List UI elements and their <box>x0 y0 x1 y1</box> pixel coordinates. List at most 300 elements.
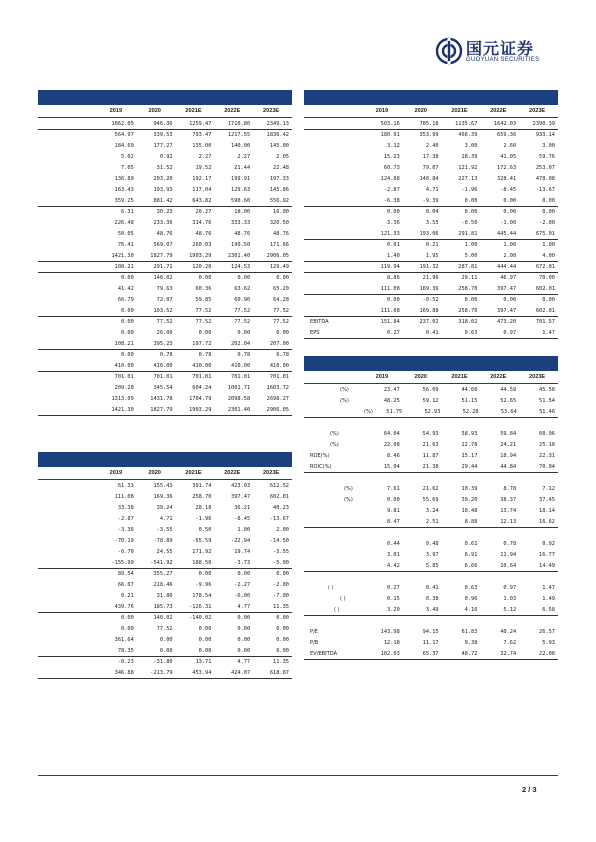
value-cell: 178.54 <box>192 592 212 599</box>
row-label: P/E <box>310 628 319 635</box>
year-header-cell: 2019 <box>109 108 123 114</box>
value-cell: 24.21 <box>500 441 517 448</box>
value-cell: 2.27 <box>237 153 251 160</box>
value-cell: 124.88 <box>380 175 400 182</box>
value-cell: 466.39 <box>458 132 478 138</box>
value-cell: 21.38 <box>422 463 439 470</box>
table-row <box>38 480 292 491</box>
table-row <box>304 461 558 472</box>
table-body <box>304 118 558 339</box>
value-cell: 41.05 <box>500 153 517 160</box>
value-cell: 64.04 <box>383 430 400 437</box>
table-row <box>38 590 292 601</box>
value-cell: 3.24 <box>425 507 439 514</box>
value-cell: -65.59 <box>192 537 212 544</box>
value-cell: 63.62 <box>234 285 251 292</box>
value-cell: 59.76 <box>539 153 555 160</box>
table-row <box>38 327 292 338</box>
table-row <box>38 173 292 184</box>
value-cell: 0.00 <box>276 647 289 654</box>
value-cell: 193.06 <box>419 230 439 237</box>
value-cell: -2.27 <box>234 581 251 588</box>
row-label: (%) <box>330 441 339 448</box>
value-cell: 108.21 <box>114 264 134 270</box>
table-row <box>304 406 558 417</box>
table-row <box>38 371 292 382</box>
year-header-cell: 2019 <box>109 470 123 476</box>
table-row <box>38 129 292 140</box>
value-cell: 21.44 <box>234 164 251 171</box>
value-cell: 197.72 <box>192 340 212 347</box>
value-cell: -1.00 <box>500 219 517 226</box>
value-cell: 0.92 <box>542 540 555 547</box>
value-cell: 1827.79 <box>150 252 173 259</box>
value-cell: 136.89 <box>114 175 134 182</box>
value-cell: 604.24 <box>192 384 212 391</box>
year-header-cell: 2020 <box>414 374 427 380</box>
table-row <box>38 305 292 316</box>
value-cell: 345.54 <box>153 384 173 391</box>
value-cell: 79.07 <box>422 164 439 171</box>
value-cell: 60.36 <box>195 285 212 292</box>
value-cell: 177.27 <box>153 142 173 149</box>
value-cell: -1.96 <box>461 186 478 193</box>
value-cell: 4.71 <box>425 186 439 193</box>
table-row <box>38 491 292 502</box>
value-cell: 1421.30 <box>111 406 134 413</box>
value-cell: 397.47 <box>231 493 251 500</box>
value-cell: 1603.72 <box>266 384 289 391</box>
value-cell: 602.01 <box>269 493 289 500</box>
value-cell: 11.35 <box>273 603 289 610</box>
row-label: (%) <box>364 408 373 415</box>
value-cell: 397.47 <box>497 307 517 314</box>
value-cell: 111.08 <box>380 285 400 292</box>
value-cell: 1.47 <box>542 329 555 336</box>
table-row <box>304 327 558 338</box>
value-cell: 0.00 <box>464 209 478 215</box>
value-cell: 453.94 <box>192 669 212 676</box>
value-cell: 0.27 <box>387 584 400 591</box>
table-row <box>38 393 292 404</box>
value-cell: 48.72 <box>461 650 478 657</box>
value-cell: 39.20 <box>461 496 478 503</box>
value-cell: 184.69 <box>114 142 134 149</box>
table-row <box>304 283 558 294</box>
value-cell: 0.21 <box>121 592 134 599</box>
year-header-row <box>304 105 558 118</box>
value-cell: 6.31 <box>121 209 134 215</box>
value-cell: 26.57 <box>539 628 555 635</box>
table-row <box>304 439 558 450</box>
value-cell: -2.00 <box>539 219 555 226</box>
table-row <box>38 546 292 557</box>
row-label: (%) <box>340 386 349 393</box>
year-header-cell: 2022E <box>224 108 241 114</box>
value-cell: 618.87 <box>269 669 289 676</box>
value-cell: -140.02 <box>189 615 212 621</box>
value-cell: 70.00 <box>539 275 555 281</box>
value-cell: 103.52 <box>153 307 173 314</box>
value-cell: 1.00 <box>464 242 478 248</box>
value-cell: 22.31 <box>539 452 555 459</box>
value-cell: 1903.29 <box>189 252 212 259</box>
value-cell: 0.00 <box>237 329 251 336</box>
value-cell: 424.07 <box>231 669 251 676</box>
table-row <box>38 184 292 195</box>
value-cell: 78.35 <box>117 647 134 654</box>
value-cell: 0.00 <box>542 197 555 204</box>
value-cell: 40.24 <box>500 628 517 635</box>
value-cell: 10.48 <box>461 507 478 514</box>
value-cell: 24.55 <box>156 548 173 555</box>
value-cell: 2301.40 <box>227 252 251 259</box>
value-cell: 120.20 <box>192 264 212 270</box>
value-cell: 10.39 <box>461 485 478 492</box>
value-cell: 2906.05 <box>266 252 289 259</box>
value-cell: 1259.47 <box>189 120 212 127</box>
value-cell: 0.00 <box>276 625 289 632</box>
value-cell: 0.63 <box>464 584 478 591</box>
value-cell: 197.33 <box>269 175 289 182</box>
value-cell: 32.74 <box>500 650 517 657</box>
value-cell: 55.69 <box>422 496 439 503</box>
value-cell: 1135.67 <box>455 120 478 127</box>
value-cell: 30.23 <box>156 209 173 215</box>
value-cell: -0.52 <box>422 297 439 303</box>
value-cell: 793.47 <box>192 132 212 138</box>
value-cell: 77.52 <box>273 307 289 314</box>
year-header-row <box>38 105 292 118</box>
value-cell: 0.44 <box>387 540 400 547</box>
value-cell: 15.17 <box>461 452 478 459</box>
year-header-cell: 2021E <box>451 374 468 380</box>
table-row <box>38 645 292 656</box>
value-cell: -155.99 <box>111 559 134 566</box>
value-cell: 77.52 <box>195 319 212 325</box>
table-row <box>304 118 558 129</box>
value-cell: 439.76 <box>114 603 134 610</box>
value-cell: 53.64 <box>500 408 517 415</box>
value-cell: 0.00 <box>198 329 212 336</box>
value-cell: 1001.71 <box>227 384 251 391</box>
value-cell: 3.00 <box>542 142 555 149</box>
value-cell: 333.33 <box>231 219 251 226</box>
table-row <box>38 338 292 349</box>
table-row <box>304 538 558 549</box>
value-cell: -70.19 <box>114 537 134 544</box>
value-cell: 659.36 <box>497 132 517 138</box>
value-cell: 60.73 <box>383 164 400 171</box>
table-row <box>304 305 558 316</box>
value-cell: 675.01 <box>535 230 555 237</box>
value-cell: 4.77 <box>237 603 251 610</box>
value-cell: 3.00 <box>464 142 478 149</box>
value-cell: 64.28 <box>273 296 289 303</box>
value-cell: -126.31 <box>189 603 212 610</box>
value-cell: 140.02 <box>153 615 173 621</box>
value-cell: 77.52 <box>195 307 212 314</box>
value-cell: 66.67 <box>117 581 134 588</box>
table-row <box>38 239 292 250</box>
value-cell: 1.95 <box>425 252 439 259</box>
row-label: EPS <box>310 329 320 336</box>
value-cell: 2301.40 <box>227 406 251 413</box>
value-cell: 61.33 <box>117 482 134 489</box>
value-cell: 77.52 <box>156 625 173 632</box>
table-row <box>304 173 558 184</box>
value-cell: 19.74 <box>234 548 251 555</box>
value-cell: -6.00 <box>234 592 251 599</box>
value-cell: 9.81 <box>387 507 400 514</box>
value-cell: 202.04 <box>231 340 251 347</box>
value-cell: 1.03 <box>503 595 517 602</box>
value-cell: 11.87 <box>422 452 439 459</box>
value-cell: 0.00 <box>387 209 400 215</box>
value-cell: 314.76 <box>192 219 212 226</box>
value-cell: 0.78 <box>503 540 517 547</box>
value-cell: 391.74 <box>192 482 212 489</box>
value-cell: 445.44 <box>497 230 517 237</box>
value-cell: 102.03 <box>380 650 400 657</box>
table-row <box>304 151 558 162</box>
value-cell: 602.01 <box>535 307 555 314</box>
value-cell: 701.01 <box>192 374 212 380</box>
value-cell: -3.55 <box>156 526 173 533</box>
row-label: (%) <box>344 496 353 503</box>
value-cell: 11.94 <box>500 551 517 558</box>
table-row <box>304 261 558 272</box>
value-cell: 0.00 <box>542 209 555 215</box>
value-cell: 933.14 <box>535 132 555 138</box>
value-cell: 117.04 <box>192 186 212 193</box>
table-row <box>38 568 292 579</box>
value-cell: 12.13 <box>500 518 517 525</box>
value-cell: 18.94 <box>500 452 517 459</box>
row-label: EBITDA <box>310 319 329 325</box>
value-cell: 253.07 <box>535 164 555 171</box>
value-cell: 9.38 <box>464 639 478 646</box>
year-header-cell: 2022E <box>224 470 241 476</box>
table-row <box>38 140 292 151</box>
row-label: ROE(%) <box>310 452 330 459</box>
value-cell: 564.97 <box>114 132 134 138</box>
value-cell: 6.66 <box>464 562 478 569</box>
value-cell: 8.47 <box>387 518 400 525</box>
value-cell: -213.79 <box>150 669 173 676</box>
value-cell: 0.00 <box>198 636 212 643</box>
value-cell: 0.48 <box>425 540 439 547</box>
year-header-cell: 2023E <box>528 108 546 114</box>
value-cell: 33.38 <box>117 504 134 511</box>
value-cell: 0.78 <box>159 352 173 358</box>
value-cell: 0.78 <box>237 352 251 358</box>
table-row <box>38 612 292 623</box>
value-cell: 59.84 <box>500 430 517 437</box>
year-header-cell: 2019 <box>375 374 389 380</box>
value-cell: 48.25 <box>383 397 400 404</box>
value-cell: 881.42 <box>153 197 173 204</box>
value-cell: 0.97 <box>503 584 517 591</box>
table-row <box>304 129 558 140</box>
value-cell: 0.00 <box>237 275 251 281</box>
value-cell: 37.45 <box>539 496 555 503</box>
row-label: EV/EBITDA <box>310 650 338 657</box>
value-cell: 318.02 <box>458 319 478 325</box>
table-row <box>304 527 558 538</box>
value-cell: 0.41 <box>425 329 439 336</box>
value-cell: 0.63 <box>464 329 478 336</box>
value-cell: 0.78 <box>198 352 212 358</box>
table-row <box>38 118 292 129</box>
value-cell: 3.55 <box>425 219 439 226</box>
value-cell: 612.52 <box>269 482 289 489</box>
table-row <box>38 535 292 546</box>
cash-flow-table <box>38 452 292 679</box>
row-label: (%) <box>344 485 353 492</box>
value-cell: 155.43 <box>153 482 173 489</box>
value-cell: 151.84 <box>380 319 400 325</box>
value-cell: 28.18 <box>195 504 212 511</box>
value-cell: 54.93 <box>422 430 439 437</box>
value-cell: -2.87 <box>117 515 134 522</box>
value-cell: 5.93 <box>542 639 555 646</box>
value-cell: 4.00 <box>542 252 555 259</box>
value-cell: 193.93 <box>153 186 173 193</box>
value-cell: 172.63 <box>497 164 517 171</box>
value-cell: 8.86 <box>387 275 400 281</box>
value-cell: 51.46 <box>539 408 556 415</box>
value-cell: 65.20 <box>273 285 289 292</box>
income-statement-table <box>304 90 558 339</box>
value-cell: 328.41 <box>497 175 517 182</box>
value-cell: -2.87 <box>383 186 400 193</box>
table-row <box>38 601 292 612</box>
value-cell: 1710.80 <box>227 120 251 127</box>
year-header-cell: 2021E <box>185 108 202 114</box>
value-cell: 29.11 <box>461 275 478 281</box>
value-cell: 28.39 <box>461 153 478 160</box>
value-cell: 61.83 <box>461 628 478 635</box>
value-cell: 233.36 <box>153 219 173 226</box>
table-row <box>38 206 292 217</box>
value-cell: 590.60 <box>231 197 251 204</box>
year-header-cell: 2022E <box>490 108 507 114</box>
value-cell: 44.60 <box>461 386 478 393</box>
table-row <box>304 206 558 217</box>
value-cell: 48.76 <box>234 230 251 237</box>
value-cell: 0.00 <box>387 496 400 503</box>
value-cell: -9.39 <box>422 197 439 204</box>
value-cell: 5.00 <box>464 252 478 259</box>
table-row <box>304 272 558 283</box>
table-row <box>304 615 558 626</box>
brand-logo <box>436 38 539 64</box>
value-cell: 2906.05 <box>266 406 289 413</box>
table-row <box>38 557 292 568</box>
table-row <box>38 162 292 173</box>
value-cell: -3.73 <box>234 559 251 566</box>
value-cell: -0.50 <box>461 219 478 226</box>
year-header-cell: 2021E <box>185 470 202 476</box>
value-cell: 2.27 <box>198 153 212 160</box>
key-ratios-table <box>304 356 558 660</box>
value-cell: 478.08 <box>535 175 555 182</box>
table-row <box>304 417 558 428</box>
table-row <box>304 228 558 239</box>
value-cell: -13.67 <box>269 515 289 522</box>
value-cell: 52.65 <box>500 397 517 404</box>
footer-divider <box>38 775 558 776</box>
value-cell: 291.71 <box>153 264 173 270</box>
value-cell: 410.00 <box>153 362 173 369</box>
value-cell: 13.71 <box>195 659 212 665</box>
value-cell: 7.61 <box>387 485 400 492</box>
value-cell: 21.62 <box>422 485 439 492</box>
value-cell: 29.44 <box>461 463 478 470</box>
value-cell: 0.00 <box>121 329 134 336</box>
value-cell: 785.18 <box>419 120 439 127</box>
table-row <box>38 667 292 678</box>
value-cell: 0.04 <box>425 209 439 215</box>
table-row <box>38 349 292 360</box>
value-cell: 1836.42 <box>266 132 289 138</box>
year-header-row <box>38 467 292 480</box>
value-cell: 227.13 <box>458 175 478 182</box>
value-cell: 1.47 <box>542 584 555 591</box>
value-cell: 52.93 <box>424 408 441 415</box>
value-cell: 4.42 <box>387 562 400 569</box>
value-cell: 111.08 <box>380 307 400 314</box>
value-cell: 171.92 <box>192 548 212 555</box>
value-cell: 31.80 <box>156 592 173 599</box>
value-cell: 8.78 <box>503 485 517 492</box>
row-label: (%) <box>340 397 349 404</box>
value-cell: 3.01 <box>387 551 400 558</box>
value-cell: -78.89 <box>153 537 173 544</box>
value-cell: 291.81 <box>458 230 478 237</box>
page-number: 2 / 3 <box>522 785 537 794</box>
value-cell: 209.28 <box>114 384 134 391</box>
value-cell: 0.92 <box>159 153 173 160</box>
value-cell: 0.21 <box>425 242 439 248</box>
table-row <box>38 579 292 590</box>
value-cell: 192.17 <box>192 175 212 182</box>
table-row <box>38 294 292 305</box>
value-cell: 145.00 <box>269 142 289 149</box>
value-cell: 3.20 <box>387 606 400 613</box>
value-cell: 3.97 <box>425 551 439 558</box>
value-cell: 0.00 <box>276 615 289 621</box>
value-cell: 0.00 <box>121 307 134 314</box>
value-cell: 145.86 <box>269 186 289 193</box>
value-cell: 169.88 <box>419 307 439 314</box>
value-cell: 140.00 <box>231 142 251 149</box>
value-cell: 237.02 <box>419 319 439 325</box>
value-cell: 0.61 <box>464 540 478 547</box>
value-cell: 0.00 <box>121 352 134 358</box>
value-cell: 258.70 <box>192 493 212 500</box>
value-cell: 320.50 <box>269 219 289 226</box>
table-body <box>38 480 292 679</box>
value-cell: -9.96 <box>195 581 212 588</box>
value-cell: 1421.30 <box>111 252 134 259</box>
table-row <box>304 316 558 327</box>
value-cell: 44.84 <box>500 463 517 470</box>
value-cell: 119.94 <box>380 264 400 270</box>
table-row <box>304 250 558 261</box>
value-cell: 22.08 <box>383 441 400 448</box>
